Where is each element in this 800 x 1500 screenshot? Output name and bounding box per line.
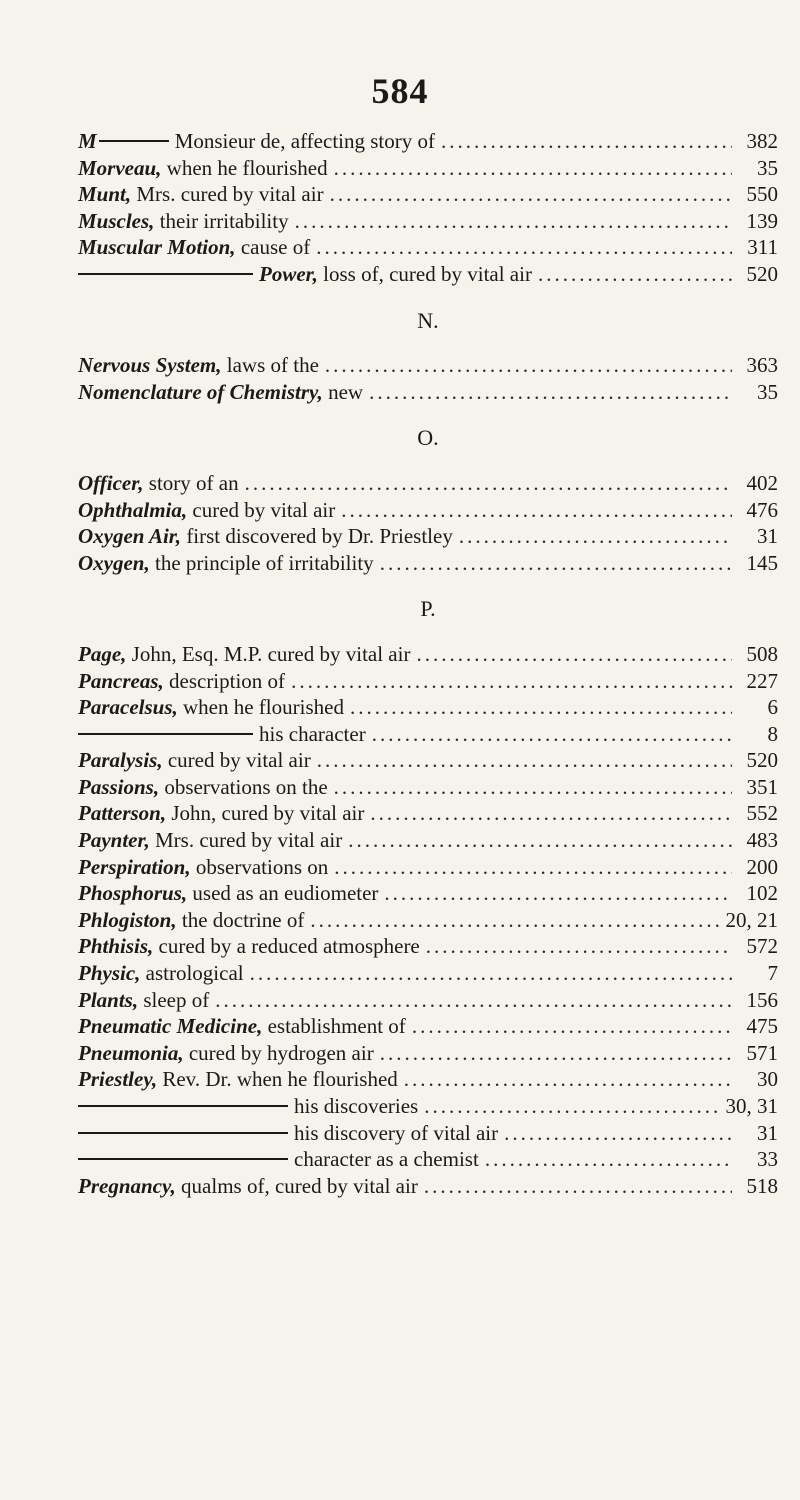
entry-heading: Oxygen, (78, 550, 150, 575)
section-letter: N. (417, 307, 439, 333)
index-entry (78, 1120, 778, 1147)
section-letter: O. (417, 425, 439, 451)
dot-leader (380, 550, 732, 577)
entry-heading: Paynter, (78, 828, 150, 853)
page-reference: 20, 21 (725, 907, 778, 932)
dot-leader (441, 128, 732, 155)
page-reference: 200 (746, 854, 778, 879)
page-reference: 30, 31 (725, 1094, 778, 1118)
dot-leader (538, 261, 732, 288)
page-reference: 402 (746, 470, 778, 495)
index-entry (78, 1093, 778, 1120)
entry-heading: Nervous System, (78, 353, 222, 378)
dot-leader (350, 694, 732, 721)
page-reference: 351 (746, 774, 778, 799)
ditto-dash (78, 273, 253, 275)
dot-leader (459, 523, 732, 550)
page-reference: 520 (746, 748, 778, 773)
entry-text: observations on the (164, 774, 328, 799)
page-reference: 6 (767, 695, 778, 720)
entry-text: loss of, cured by vital air (323, 261, 532, 286)
page-reference: 35 (757, 379, 778, 404)
index-entry (78, 800, 778, 827)
dot-leader (416, 641, 732, 668)
entry-text: sleep of (143, 987, 210, 1012)
page-reference: 31 (757, 524, 778, 549)
entry-heading: Munt, (78, 182, 132, 207)
dot-leader (325, 352, 732, 379)
entry-text: description of (169, 668, 286, 693)
index-entry (78, 181, 778, 208)
entry-text: Monsieur de, affecting story of (174, 129, 435, 153)
index-entry (78, 987, 778, 1014)
entry-text: his discovery of vital air (294, 1120, 499, 1145)
entry-text: cured by hydrogen air (188, 1040, 374, 1065)
entry-text: new (328, 379, 364, 404)
index-entry (78, 261, 778, 288)
dot-leader (334, 854, 732, 881)
page-reference: 363 (746, 353, 778, 378)
entry-text: cause of (240, 235, 311, 260)
dot-leader (310, 907, 719, 934)
index-entry (78, 550, 778, 577)
page-reference: 33 (757, 1147, 778, 1172)
ditto-dash (78, 1105, 288, 1107)
entry-heading: Nomenclature of Chemistry, (78, 379, 323, 404)
page-reference: 520 (746, 261, 778, 286)
dot-leader (412, 1013, 732, 1040)
entry-text: observations on (195, 854, 329, 879)
index-entry (78, 880, 778, 907)
entry-text: his discoveries (294, 1094, 419, 1118)
index-entry (78, 641, 778, 668)
index-list (78, 128, 778, 1199)
page-reference: 145 (746, 550, 778, 575)
index-entry (78, 155, 778, 182)
entry-text: when he flourished (183, 695, 344, 720)
index-entry (78, 668, 778, 695)
entry-heading: Patterson, (78, 801, 167, 826)
ditto-dash (99, 140, 169, 142)
entry-heading: Pneumonia, (78, 1040, 184, 1065)
dot-leader (372, 721, 732, 748)
entry-heading: Ophthalmia, (78, 497, 188, 522)
index-entry (78, 128, 778, 155)
index-entry (78, 1173, 778, 1200)
index-entry (78, 352, 778, 379)
ditto-dash (78, 1132, 288, 1134)
index-entry (78, 960, 778, 987)
entry-text: his character (259, 721, 366, 746)
dot-leader (370, 800, 732, 827)
page-reference: 476 (746, 497, 778, 522)
dot-leader (504, 1120, 732, 1147)
dot-leader (334, 155, 732, 182)
page-reference: 475 (746, 1014, 778, 1039)
entry-heading: Muscles, (78, 208, 155, 233)
entry-text: when he flourished (166, 155, 328, 180)
entry-heading: M (78, 129, 97, 153)
entry-text: their irritability (159, 208, 289, 233)
index-entry (78, 1013, 778, 1040)
dot-leader (250, 960, 732, 987)
page-reference: 572 (746, 934, 778, 959)
index-entry (78, 1146, 778, 1173)
dot-leader (384, 880, 732, 907)
page-reference: 227 (746, 668, 778, 693)
entry-text: Rev. Dr. when he flourished (162, 1067, 398, 1092)
index-entry (78, 907, 778, 934)
index-entry (78, 1040, 778, 1067)
dot-leader (369, 379, 732, 406)
entry-heading: Paracelsus, (78, 695, 178, 720)
dot-leader (291, 668, 732, 695)
index-entry (78, 827, 778, 854)
entry-heading: Paralysis, (78, 748, 163, 773)
page-reference: 8 (767, 721, 778, 746)
entry-heading: Plants, (78, 987, 139, 1012)
entry-text: cured by vital air (167, 748, 311, 773)
page-reference: 518 (746, 1173, 778, 1198)
page-reference: 35 (757, 155, 778, 180)
dot-leader (245, 470, 732, 497)
ditto-dash (78, 733, 253, 735)
page-reference: 508 (746, 641, 778, 666)
entry-heading: Officer, (78, 470, 144, 495)
entry-text: Mrs. cured by vital air (136, 182, 324, 207)
page-reference: 139 (746, 208, 778, 233)
dot-leader (424, 1093, 719, 1120)
dot-leader (404, 1066, 732, 1093)
dot-leader (341, 497, 732, 524)
page-reference: 30 (757, 1067, 778, 1092)
dot-leader (485, 1146, 732, 1173)
entry-text: the principle of irritability (155, 550, 374, 575)
entry-text: cured by vital air (192, 497, 336, 522)
entry-heading: Page, (78, 641, 127, 666)
entry-heading: Pregnancy, (78, 1173, 176, 1198)
entry-heading: Phthisis, (78, 934, 154, 959)
index-entry (78, 721, 778, 748)
page-reference: 102 (746, 881, 778, 906)
entry-text: used as an eudiometer (192, 881, 379, 906)
index-entry (78, 694, 778, 721)
index-entry (78, 523, 778, 550)
entry-text: John, cured by vital air (171, 801, 365, 826)
dot-leader (348, 827, 732, 854)
page-reference: 483 (746, 828, 778, 853)
entry-text: John, Esq. M.P. cured by vital air (131, 641, 411, 666)
page-reference: 156 (746, 987, 778, 1012)
entry-text: first discovered by Dr. Priestley (186, 524, 453, 549)
entry-heading: Phlogiston, (78, 907, 177, 932)
entry-heading: Power, (259, 261, 318, 286)
section-letter: P. (420, 596, 436, 622)
page-reference: 382 (746, 129, 778, 153)
index-entry (78, 854, 778, 881)
dot-leader (426, 933, 732, 960)
page-reference: 550 (746, 182, 778, 207)
entry-heading: Physic, (78, 961, 141, 986)
index-entry (78, 774, 778, 801)
entry-text: the doctrine of (181, 907, 305, 932)
entry-text: establishment of (267, 1014, 406, 1039)
entry-heading: Perspiration, (78, 854, 191, 879)
index-entry (78, 747, 778, 774)
index-entry (78, 470, 778, 497)
entry-text: laws of the (226, 353, 319, 378)
page-reference: 571 (746, 1040, 778, 1065)
entry-text: character as a chemist (294, 1147, 479, 1172)
dot-leader (316, 234, 732, 261)
entry-heading: Passions, (78, 774, 160, 799)
dot-leader (215, 987, 732, 1014)
index-entry (78, 497, 778, 524)
entry-heading: Morveau, (78, 155, 162, 180)
dot-leader (380, 1040, 732, 1067)
entry-heading: Pancreas, (78, 668, 164, 693)
entry-heading: Phosphorus, (78, 881, 188, 906)
dot-leader (295, 208, 732, 235)
index-entry (78, 208, 778, 235)
dot-leader (334, 774, 732, 801)
entry-heading: Muscular Motion, (78, 235, 236, 260)
entry-text: Mrs. cured by vital air (155, 828, 343, 853)
index-entry (78, 1066, 778, 1093)
entry-heading: Oxygen Air, (78, 524, 182, 549)
dot-leader (424, 1173, 732, 1200)
dot-leader (317, 747, 732, 774)
page-reference: 7 (767, 961, 778, 986)
page-number: 584 (371, 71, 429, 111)
page-reference: 552 (746, 801, 778, 826)
page-reference: 31 (757, 1120, 778, 1145)
entry-text: story of an (148, 470, 239, 495)
entry-text: qualms of, cured by vital air (181, 1173, 418, 1198)
ditto-dash (78, 1158, 288, 1160)
dot-leader (330, 181, 732, 208)
entry-heading: Pneumatic Medicine, (78, 1014, 263, 1039)
entry-heading: Priestley, (78, 1067, 158, 1092)
index-entry (78, 234, 778, 261)
entry-text: cured by a reduced atmosphere (158, 934, 420, 959)
index-entry (78, 933, 778, 960)
index-entry (78, 379, 778, 406)
entry-text: astrological (145, 961, 244, 986)
page-reference: 311 (747, 235, 778, 260)
